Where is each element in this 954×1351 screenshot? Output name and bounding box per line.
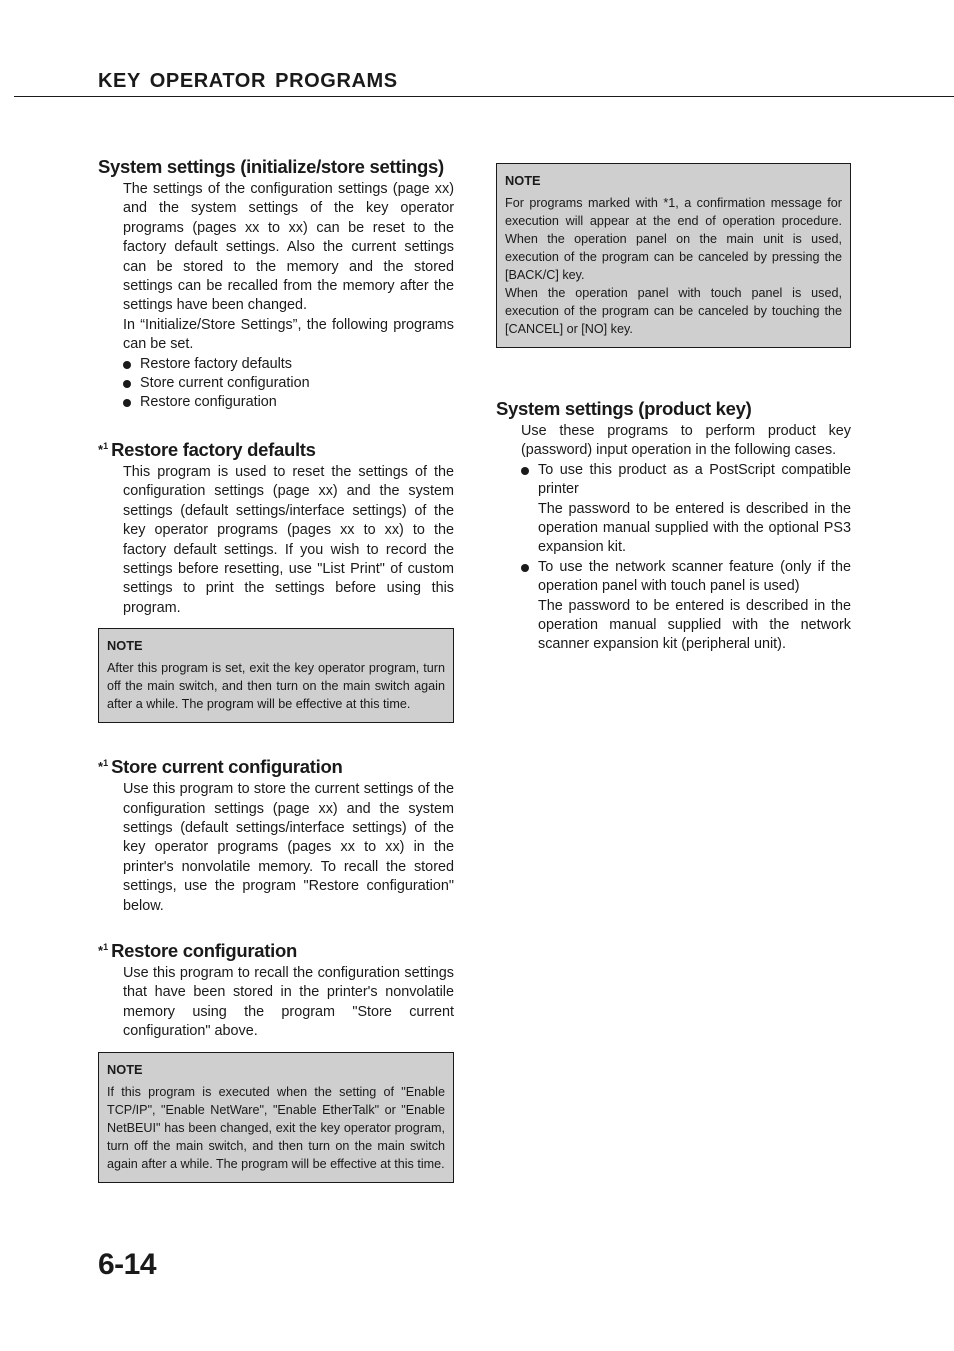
header-rule xyxy=(14,96,954,97)
section-body: This program is used to reset the settings of the configuration settings (page xx) and the system settings (default settings/interface settings) of the key operator programs (pages xx to xx) to the factory default settings. If you wish to record the settings before resetting, use "List Print" of custom settings to print the settings before using this program. xyxy=(123,463,454,616)
section-body xyxy=(521,422,851,655)
section-heading-text: Store current configuration xyxy=(111,756,343,778)
bullet-icon xyxy=(521,467,529,475)
product-key-cases-list xyxy=(521,461,851,655)
program-list xyxy=(123,355,454,413)
confirmation-mark: *$^1$ xyxy=(98,758,109,775)
note-box-confirmation xyxy=(496,163,851,348)
list-item xyxy=(521,461,851,558)
list-item-label: Restore configuration xyxy=(140,394,277,411)
note-title: NOTE xyxy=(107,1061,143,1077)
list-item-detail: The password to be entered is described in the operation manual supplied with the network scanner expansion kit (peripheral unit). xyxy=(538,597,851,653)
section-restore-configuration xyxy=(98,934,454,1183)
bullet-icon xyxy=(521,564,529,572)
list-item-label: Store current configuration xyxy=(140,375,310,392)
page-number: 6-14 xyxy=(98,1248,157,1281)
section-system-settings-initialize xyxy=(98,154,454,413)
bullet-icon xyxy=(123,399,131,407)
paragraph: Use these programs to perform product key (password) input operation in the following cases. xyxy=(521,423,851,459)
section-body: Use this program to recall the configuration settings that have been stored in the printer's nonvolatile memory using the program "Store current configuration" above. xyxy=(123,964,454,1040)
list-item xyxy=(123,393,454,412)
section-system-settings-product-key xyxy=(496,396,851,655)
section-heading-text: Restore configuration xyxy=(111,939,297,961)
section-heading xyxy=(98,750,454,780)
note-title: NOTE xyxy=(505,173,541,188)
confirmation-mark: *$^1$ xyxy=(98,440,109,457)
note-title: NOTE xyxy=(107,638,143,654)
section-heading xyxy=(98,934,454,964)
left-column xyxy=(98,154,454,1183)
section-heading: System settings (initialize/store settings) xyxy=(98,156,444,177)
note-text: After this program is set, exit the key operator program, turn off the main switch, and then turn on the main switch again after a while. The program will be effective at this time. xyxy=(107,661,445,712)
section-body: Use this program to store the current settings of the configuration settings (page xx) and the system settings (default settings/interface settings) of the key operator programs (pages xx to xx) in the printer's nonvolatile memory. To recall the stored settings, use the program "Restore configuration" below. xyxy=(123,781,454,914)
right-column xyxy=(496,163,851,655)
list-item-label: To use the network scanner feature (only if the operation panel with touch panel is used) xyxy=(538,558,851,595)
bullet-icon xyxy=(123,361,131,369)
paragraph: The settings of the configuration settings (page xx) and the system settings of the key operator programs (pages xx to xx) can be reset to the factory default settings. Also the current settings can be stored to the memory and the stored settings can be recalled from the memory after the settings have been changed. xyxy=(123,181,454,314)
list-item xyxy=(123,374,454,393)
section-body xyxy=(123,180,454,413)
list-item-label: Restore factory defaults xyxy=(140,355,292,372)
running-header-title: KEY OPERATOR PROGRAMS xyxy=(98,70,398,92)
section-heading-text: Restore factory defaults xyxy=(111,438,316,460)
note-box xyxy=(98,1052,454,1183)
list-item xyxy=(123,355,454,374)
list-item-label: To use this product as a PostScript compatible printer xyxy=(538,461,851,498)
section-heading: System settings (product key) xyxy=(496,398,752,419)
section-store-current-configuration xyxy=(98,750,454,916)
list-item xyxy=(521,558,851,655)
section-heading xyxy=(98,433,454,463)
note-box xyxy=(98,628,454,723)
note-text: If this program is executed when the setting of "Enable TCP/IP", "Enable NetWare", "Enable EtherTalk" or "Enable NetBEUI" has been changed, exit the key operator program, turn off the main switch, and then turn on the main switch again after a while. The program will be effective at this time. xyxy=(107,1084,445,1171)
note-text: For programs marked with *1, a confirmation message for execution will appear at the end of operation procedure. When the operation panel on the main unit is used, execution of the program can be canceled by pressing the [BACK/C] key. xyxy=(505,196,842,282)
bullet-icon xyxy=(123,380,131,388)
paragraph: In “Initialize/Store Settings”, the following programs can be set. xyxy=(123,316,454,353)
confirmation-mark: *$^1$ xyxy=(98,941,109,958)
list-item-detail: The password to be entered is described in the operation manual supplied with the optional PS3 expansion kit. xyxy=(538,500,851,556)
note-text: When the operation panel with touch panel is used, execution of the program can be canceled by touching the [CANCEL] or [NO] key. xyxy=(505,286,842,336)
section-restore-factory-defaults xyxy=(98,433,454,723)
